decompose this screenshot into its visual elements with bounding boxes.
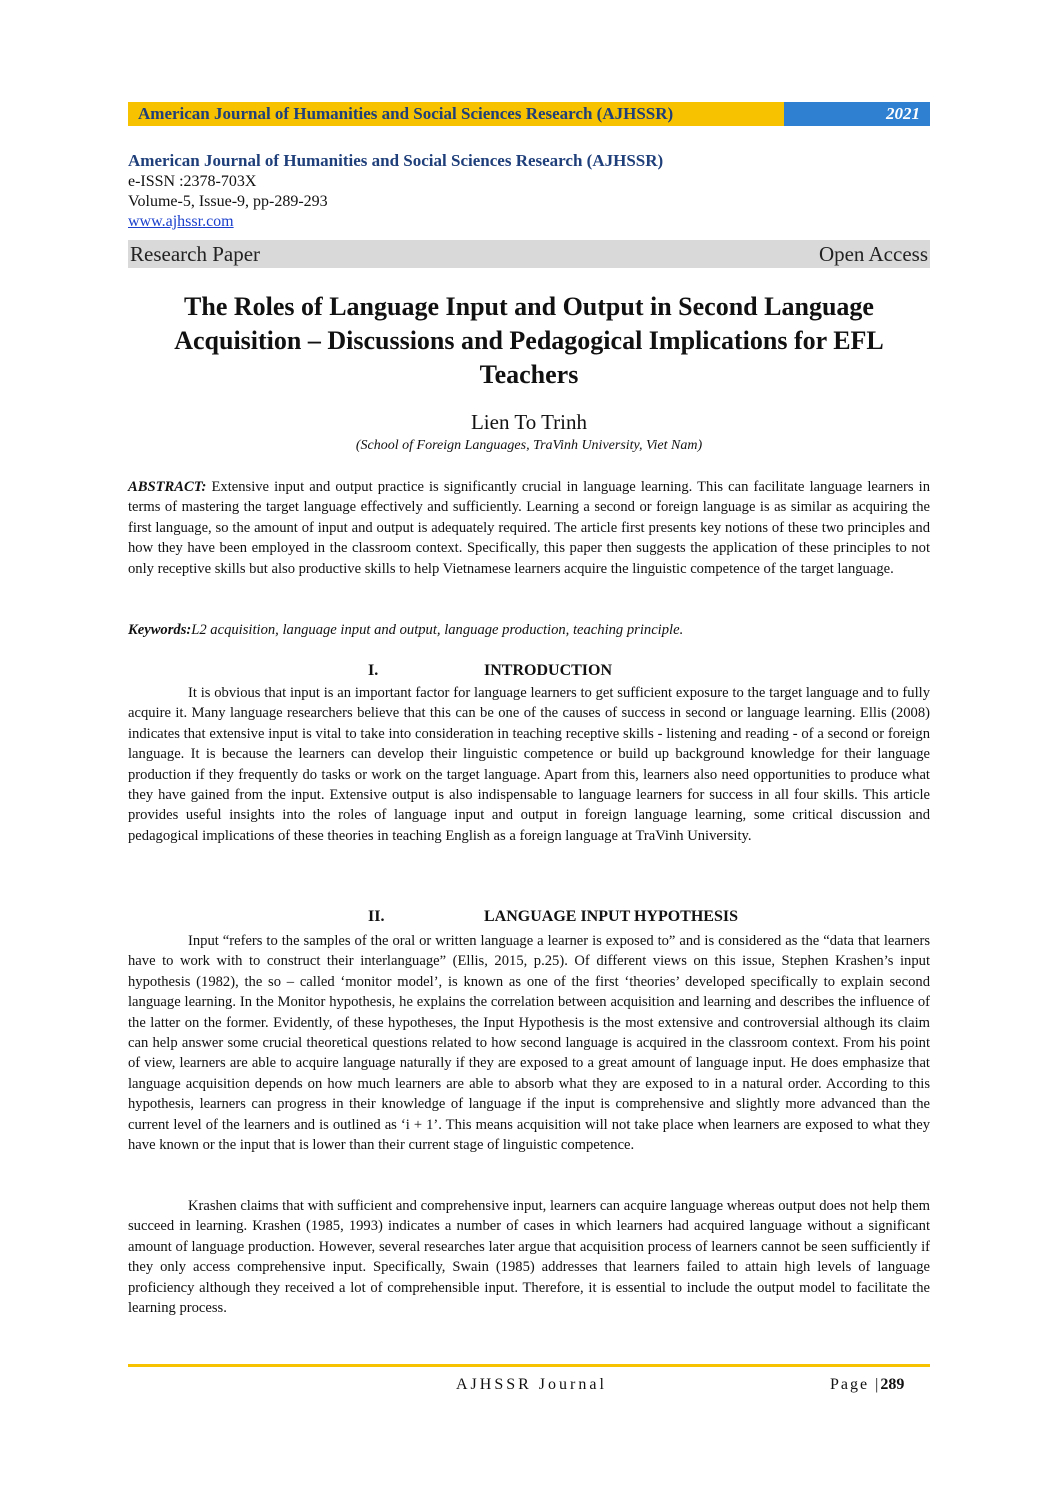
author-affiliation: (School of Foreign Languages, TraVinh University, Viet Nam) [355, 438, 703, 453]
abstract-label: ABSTRACT: [128, 479, 207, 495]
paper-title [128, 290, 930, 392]
title-line: Acquisition – Discussions and Pedagogical Implications for EFL [174, 326, 884, 355]
journal-name: American Journal of Humanities and Social Sciences Research (AJHSSR) [128, 151, 664, 170]
page-label: Page | [830, 1376, 881, 1393]
footer-journal: AJHSSR Journal [456, 1376, 607, 1393]
paper-type-bar [128, 240, 930, 268]
page-number: 289 [880, 1376, 905, 1393]
abstract [128, 477, 930, 579]
keywords-label: Keywords: [128, 622, 192, 638]
title-line: Teachers [479, 360, 579, 389]
footer-rule [128, 1364, 930, 1367]
access-type: Open Access [818, 241, 928, 266]
volume-issue: Volume-5, Issue-9, pp-289-293 [128, 193, 328, 210]
banner-year: 2021 [784, 102, 930, 126]
keywords [128, 620, 930, 640]
header-banner [128, 102, 930, 126]
author-name: Lien To Trinh [470, 410, 587, 434]
abstract-text: Extensive input and output practice is significantly crucial in language learning. This can facilitate language learners in terms of mastering the target language effectively and sufficiently. Learning a second or foreign language is as similar as acquiring the first language, so the amount of input and output is adequately required. The article first presents key notions of these two principles and how they have been employed in the classroom context. Specifically, this paper then suggests the application of these principles to not only receptive skills but also productive skills to help Vietnamese learners acquire the linguistic competence of the target language. [128, 479, 930, 577]
input-hypothesis-paragraph-1: Input “refers to the samples of the oral or written language a learner is exposed to” and is considered as the “data that learners have to work with to construct their interlanguage” (Ellis, 2015, p.25). Of different views on this issue, Stephen Krashen’s input hypothesis (1982), the so – called ‘monitor model’, is known as one of the first ‘theories’ developed specifically to explain second language learning. In the Monitor hypothesis, he explains the correlation between acquisition and learning and describes the influence of the latter on the former. Evidently, of these hypotheses, the Input Hypothesis is the most extensive and controversial although its claim can help answer some crucial theoretical questions related to how second language is acquired in the classroom context. From his point of view, learners are able to acquire language naturally if they are exposed to a great amount of language input. He does emphasize that language acquisition depends on how much learners are able to absorb what they are exposed to in a natural order. According to this hypothesis, learners can progress in their knowledge of language if the input is comprehensive and slightly more advanced than the current level of the learners and is outlined as ‘i + 1’. This means acquisition will not take place when learners are exposed to what they have known or the input that is lower than their current stage of linguistic competence. [128, 933, 930, 1154]
paper-type: Research Paper [130, 241, 261, 266]
journal-website-link[interactable]: www.ajhssr.com [128, 213, 234, 230]
eissn: e-ISSN :2378-703X [128, 173, 257, 190]
section-title: INTRODUCTION [484, 662, 613, 679]
input-hypothesis-paragraph-2: Krashen claims that with sufficient and comprehensive input, learners can acquire language whereas output does not help them succeed in learning. Krashen (1985, 1993) indicates a number of cases in which learners had acquired language without a significant amount of language production. However, several researches later argue that acquisition process of learners cannot be seen sufficiently if they only access comprehensive input. Specifically, Swain (1985) addresses that learners failed to attain high levels of language proficiency although they received a lot of comprehensible input. Therefore, it is essential to include the output model to facilitate the learning process. [128, 1198, 930, 1317]
journal-info [128, 150, 930, 232]
section-number: II. [368, 908, 385, 925]
introduction-paragraph: It is obvious that input is an important factor for language learners to get sufficient exposure to the target language and to fully acquire it. Many language researchers believe that this can be one of the causes of success in second or language learning. Ellis (2008) indicates that extensive input is vital to take into consideration in teaching receptive skills - listening and reading - of a second or foreign language. It is because the learners can develop their linguistic competence or build up background knowledge for their language production if they frequently do tasks or work on the target language. Apart from this, learners also need opportunities to produce what they have gained from the input. Extensive output is also indispensable to language learners for success in all four skills. This article provides useful insights into the roles of language input and output in foreign language learning, some critical discussion and pedagogical implications of these theories in teaching English as a foreign language at TraVinh University. [128, 685, 930, 844]
banner-journal-name: American Journal of Humanities and Social Sciences Research (AJHSSR) [128, 102, 784, 126]
section-title: LANGUAGE INPUT HYPOTHESIS [484, 908, 738, 925]
footer-page [830, 1376, 904, 1394]
section-number: I. [368, 662, 379, 679]
title-line: The Roles of Language Input and Output in Second Language [184, 292, 874, 321]
keywords-text: L2 acquisition, language input and output, language production, teaching principle. [191, 622, 684, 638]
